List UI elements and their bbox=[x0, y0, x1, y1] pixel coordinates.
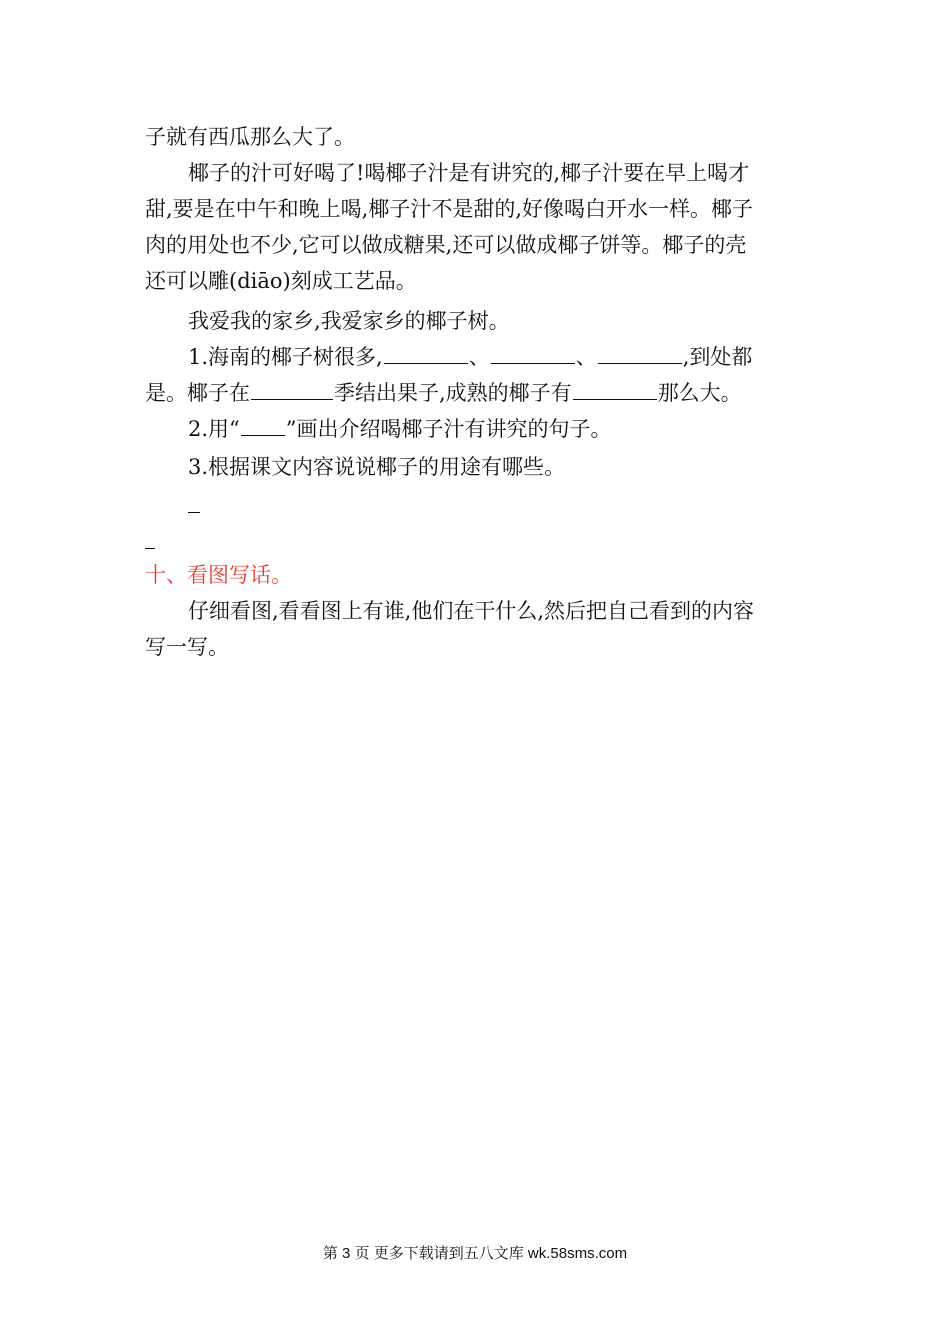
passage-line: 椰子的汁可好喝了!喝椰子汁是有讲究的,椰子汁要在早上喝才 bbox=[188, 161, 750, 185]
question-text: 2.用“ bbox=[188, 417, 240, 441]
question-1-line-2 bbox=[145, 378, 810, 408]
instruction-line: 仔细看图,看看图上有谁,他们在干什么,然后把自己看到的内容 bbox=[188, 599, 755, 623]
question-3: 3.根据课文内容说说椰子的用途有哪些。 bbox=[188, 455, 566, 479]
answer-blank[interactable] bbox=[598, 343, 682, 364]
section-heading: 十、看图写话。 bbox=[145, 563, 292, 587]
question-text: 那么大。 bbox=[657, 381, 742, 405]
question-text: 季结出果子,成熟的椰子有 bbox=[334, 381, 572, 405]
answer-blank[interactable] bbox=[573, 379, 657, 400]
answer-line[interactable] bbox=[188, 512, 200, 513]
question-text: 1.海南的椰子树很多, bbox=[188, 345, 383, 369]
answer-line[interactable] bbox=[145, 548, 155, 549]
passage-line: 子就有西瓜那么大了。 bbox=[145, 125, 355, 149]
question-text: ,到处都 bbox=[682, 345, 753, 369]
question-text: 是。椰子在 bbox=[145, 381, 250, 405]
separator: 、 bbox=[468, 345, 490, 369]
page-footer: 第 3 页 更多下载请到五八文库 wk.58sms.com bbox=[322, 1245, 628, 1262]
question-1-line-1 bbox=[188, 342, 810, 372]
passage-line: 还可以雕(diāo)刻成工艺品。 bbox=[145, 269, 417, 293]
passage-line: 我爱我的家乡,我爱家乡的椰子树。 bbox=[188, 309, 510, 333]
passage-line: 肉的用处也不少,它可以做成糖果,还可以做成椰子饼等。椰子的壳 bbox=[145, 233, 747, 257]
answer-blank[interactable] bbox=[251, 379, 333, 400]
question-2 bbox=[188, 414, 810, 444]
underline-sample bbox=[241, 415, 285, 436]
answer-blank[interactable] bbox=[384, 343, 468, 364]
separator: 、 bbox=[575, 345, 597, 369]
question-text: ”画出介绍喝椰子汁有讲究的句子。 bbox=[285, 417, 612, 441]
instruction-line: 写一写。 bbox=[145, 635, 229, 659]
answer-blank[interactable] bbox=[491, 343, 575, 364]
passage-line: 甜,要是在中午和晚上喝,椰子汁不是甜的,好像喝白开水一样。椰子 bbox=[145, 197, 754, 221]
